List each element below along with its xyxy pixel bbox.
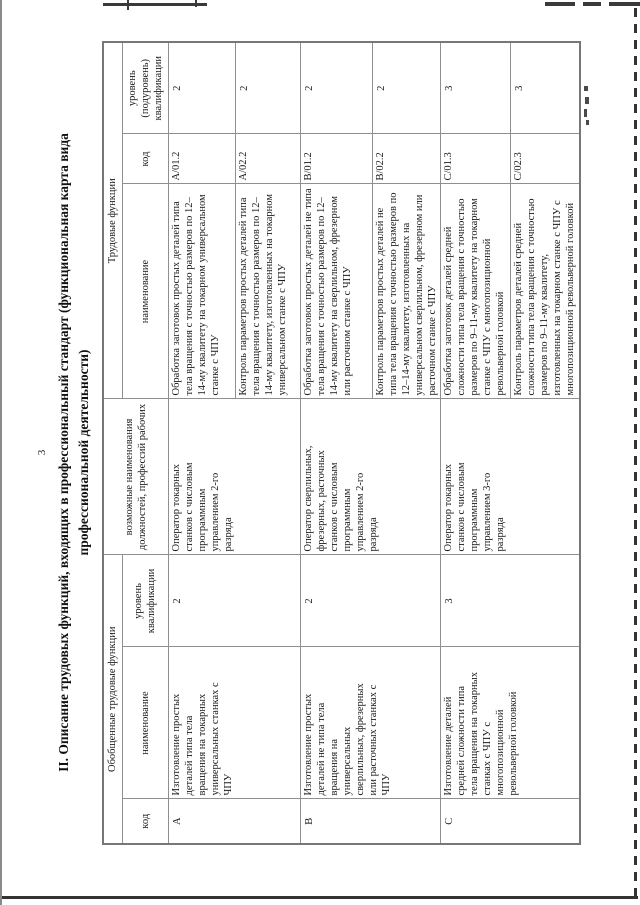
tf-name-cell: Контроль параметров простых деталей не типа тела вращения с точностью размеров по 12–14-му квалитету, изготовленных на универсальном сверлильном, фрезерном или расточном станке с ЧПУ (372, 184, 440, 399)
job-titles-cell: Оператор сверлильных, фрезерных, расточных станков с числовым программным управлением 2-го разряда (300, 399, 440, 555)
tf-level-cell: 2 (168, 42, 235, 134)
tf-code-cell: С/01.3 (440, 134, 510, 184)
tf-code-cell: А/01.2 (168, 134, 235, 184)
tf-code-cell: А/02.2 (235, 134, 300, 184)
tf-name-cell: Обработка заготовок деталей средней сложности типа тела вращения с точностью размеров по 9–11-му квалитету на токарном станке с ЧПУ с многопозиционной револьверной головкой (440, 184, 510, 399)
scan-border-top-segment (103, 3, 207, 6)
otf-level-cell: 2 (300, 555, 440, 647)
col-header-otf-name: наименование (122, 647, 168, 799)
scan-border-bottom (2, 896, 638, 899)
col-header-otf-code: код (122, 799, 168, 844)
col-header-job-titles: возможные наименования должностей, профессий рабочих (103, 399, 168, 555)
tf-level-cell: 2 (300, 42, 372, 134)
tf-code-cell: С/02.3 (510, 134, 580, 184)
document-title-line-2: профессиональной деятельности) (76, 349, 91, 556)
scan-border-top-segment (545, 2, 575, 6)
tf-code-cell: В/01.2 (300, 134, 372, 184)
col-header-otf-level: уровень квалификации (122, 555, 168, 647)
otf-name-cell: Изготовление простых деталей не типа тела вращения на универсальных сверлильных, фрезерных или расточных станках с ЧПУ (300, 647, 440, 799)
document-title (54, 35, 94, 870)
scan-noise-mark (585, 97, 589, 104)
scan-border-top-segment (583, 2, 601, 6)
job-titles-cell: Оператор токарных станков с числовым программным управлением 2-го разряда (168, 399, 300, 555)
scan-noise-mark (586, 120, 589, 125)
tf-name-cell: Обработка заготовок простых деталей типа тела вращения с точностью размеров по 12–14-му квалитету на токарном универсальном станке с ЧПУ (168, 184, 235, 399)
tf-level-cell: 3 (440, 42, 510, 134)
col-header-tf-name: наименование (122, 184, 168, 399)
col-header-tf-level: уровень (подуровень) квалификации (122, 42, 168, 134)
otf-level-cell: 2 (168, 555, 300, 647)
scan-tick-mark (127, 0, 129, 10)
page-number: 3 (36, 449, 48, 456)
otf-code-cell: В (300, 799, 440, 844)
col-header-tf-code: код (122, 134, 168, 184)
otf-name-cell: Изготовление деталей средней сложности типа тела вращения на токарных станках с ЧПУ с многопозиционной револьверной головкой (440, 647, 580, 799)
table-row (168, 42, 235, 844)
tf-name-cell: Контроль параметров деталей средней сложности типа тела вращения с точностью размеров по 9–11-му квалитету, изготовленных на токарном станке с ЧПУ с многопозиционной револьверной головкой (510, 184, 580, 399)
group-header-generalized-functions: Обобщенные трудовые функции (103, 555, 122, 844)
job-titles-cell: Оператор токарных станков с числовым программным управлением 3-го разряда (440, 399, 580, 555)
table-row (300, 42, 372, 844)
group-header-row (103, 42, 122, 844)
otf-level-cell: 3 (440, 555, 580, 647)
tf-code-cell: В/02.2 (372, 134, 440, 184)
functional-map-table (102, 41, 581, 845)
scan-noise-mark (584, 109, 587, 117)
tf-level-cell: 2 (235, 42, 300, 134)
otf-code-cell: С (440, 799, 580, 844)
tf-level-cell: 3 (510, 42, 580, 134)
scan-border-left (0, 0, 2, 905)
document-title-line-1: II. Описание трудовых функций, входящих в профессиональный стандарт (функциональная карта вида (56, 133, 71, 772)
scan-tick-mark (195, 0, 197, 7)
otf-code-cell: А (168, 799, 300, 844)
tf-level-cell: 2 (372, 42, 440, 134)
scan-border-top-segment (609, 2, 640, 6)
tf-name-cell: Обработка заготовок простых деталей не типа тела вращения с точностью размеров по 12–14-му квалитету на сверлильном, фрезерном или расточном станке с ЧПУ (300, 184, 372, 399)
table-row (440, 42, 510, 844)
tf-name-cell: Контроль параметров простых деталей типа тела вращения с точностью размеров по 12–14-му квалитету, изготовленных на токарном универсальном станке с ЧПУ (235, 184, 300, 399)
group-header-labor-functions: Трудовые функции (103, 42, 122, 399)
scan-noise-mark (584, 86, 588, 91)
otf-name-cell: Изготовление простых деталей типа тела вращения на токарных универсальных станках с ЧПУ (168, 647, 300, 799)
scan-border-right (634, 8, 637, 898)
